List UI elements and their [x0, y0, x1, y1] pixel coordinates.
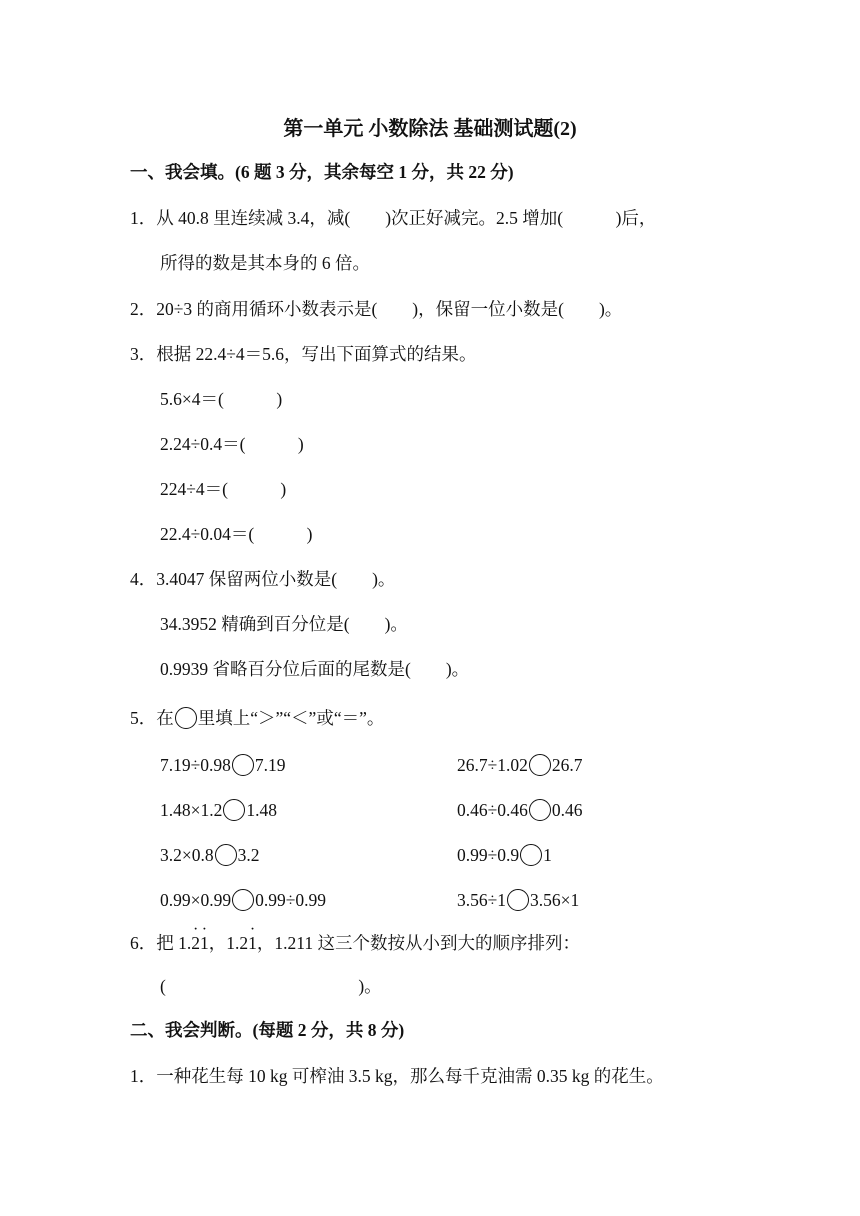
- answer-circle-icon[interactable]: [215, 844, 237, 866]
- section-2-heading: 二、我会判断。(每题 2 分，共 8 分): [130, 1020, 405, 1040]
- q4-line-3: 0.9939 省略百分位后面的尾数是( )。: [160, 659, 470, 679]
- separator: ，: [208, 933, 227, 953]
- q5-stem-prefix: 5．在: [130, 708, 174, 728]
- expr-left: 26.7÷1.02: [457, 755, 528, 775]
- q3-item: 22.4÷0.04＝( ): [160, 524, 313, 544]
- q4-line-2: 34.3952 精确到百分位是( )。: [160, 614, 408, 634]
- decimal-part: 1.: [178, 933, 192, 953]
- s2-q1-text: 1．一种花生每 10 kg 可榨油 3.5 kg，那么每千克油需 0.35 kg 的花生。: [130, 1066, 664, 1086]
- expr-right: 1: [543, 845, 552, 865]
- expr-right: 7.19: [254, 755, 286, 775]
- q5-compare-right: [457, 753, 582, 777]
- q3-item: 2.24÷0.4＝( ): [160, 434, 304, 454]
- answer-circle-icon[interactable]: [507, 889, 529, 911]
- q3-stem: 3．根据 22.4÷4＝5.6，写出下面算式的结果。: [130, 344, 477, 364]
- expr-left: 0.46÷0.46: [457, 800, 528, 820]
- repeating-decimal-2: [226, 933, 257, 953]
- repeating-decimal-1: [178, 933, 209, 953]
- answer-circle-icon[interactable]: [529, 799, 551, 821]
- q6-answer-blank: ( )。: [160, 976, 382, 996]
- q5-stem-suffix: 里填上“＞”“＜”或“＝”。: [197, 708, 385, 728]
- decimal-part: 1.2: [226, 933, 249, 953]
- answer-circle-icon[interactable]: [529, 754, 551, 776]
- expr-right: 26.7: [551, 755, 583, 775]
- expr-left: 3.56÷1: [457, 890, 506, 910]
- expr-left: 0.99×0.99: [160, 890, 232, 910]
- q5-compare-left: [160, 798, 277, 822]
- q3-item: 5.6×4＝( ): [160, 389, 283, 409]
- q1-line-2: 所得的数是其本身的 6 倍。: [160, 253, 370, 273]
- q6-prefix: 6．把: [130, 933, 179, 953]
- section-1-heading: 一、我会填。(6 题 3 分，其余每空 1 分，共 22 分): [130, 162, 514, 182]
- expr-left: 0.99÷0.9: [457, 845, 520, 865]
- expr-left: 7.19÷0.98: [160, 755, 231, 775]
- q5-compare-left: [160, 888, 326, 912]
- q5-compare-right: [457, 888, 579, 912]
- answer-circle-icon[interactable]: [223, 799, 245, 821]
- q5-compare-right: [457, 798, 582, 822]
- q3-item: 224÷4＝( ): [160, 479, 287, 499]
- q5-compare-left: [160, 753, 285, 777]
- repeating-digit: 1 ·: [200, 931, 209, 955]
- answer-circle-icon[interactable]: [232, 754, 254, 776]
- q2-text: 2．20÷3 的商用循环小数表示是( )，保留一位小数是( )。: [130, 299, 623, 319]
- answer-circle-icon[interactable]: [520, 844, 542, 866]
- repeating-digit: 2 ·: [191, 931, 200, 955]
- q6-suffix: ，1.211 这三个数按从小到大的顺序排列：: [256, 933, 580, 953]
- expr-right: 3.2: [237, 845, 260, 865]
- repeating-digit: 1 ·: [248, 931, 257, 955]
- expr-right: 0.46: [551, 800, 583, 820]
- q5-stem: [130, 706, 384, 730]
- answer-circle-icon: [175, 707, 197, 729]
- q5-compare-left: [160, 843, 260, 867]
- q6-line-1: [130, 931, 580, 955]
- q5-compare-right: [457, 843, 552, 867]
- expr-right: 0.99÷0.99: [255, 890, 326, 910]
- expr-left: 1.48×1.2: [160, 800, 223, 820]
- answer-circle-icon[interactable]: [232, 889, 254, 911]
- expr-right: 3.56×1: [529, 890, 580, 910]
- expr-right: 1.48: [246, 800, 277, 820]
- page-title: 第一单元 小数除法 基础测试题(2): [283, 118, 577, 140]
- q4-line-1: 4．3.4047 保留两位小数是( )。: [130, 569, 396, 589]
- expr-left: 3.2×0.8: [160, 845, 214, 865]
- q1-line-1: 1．从 40.8 里连续减 3.4，减( )次正好减完。2.5 增加( )后，: [130, 208, 657, 228]
